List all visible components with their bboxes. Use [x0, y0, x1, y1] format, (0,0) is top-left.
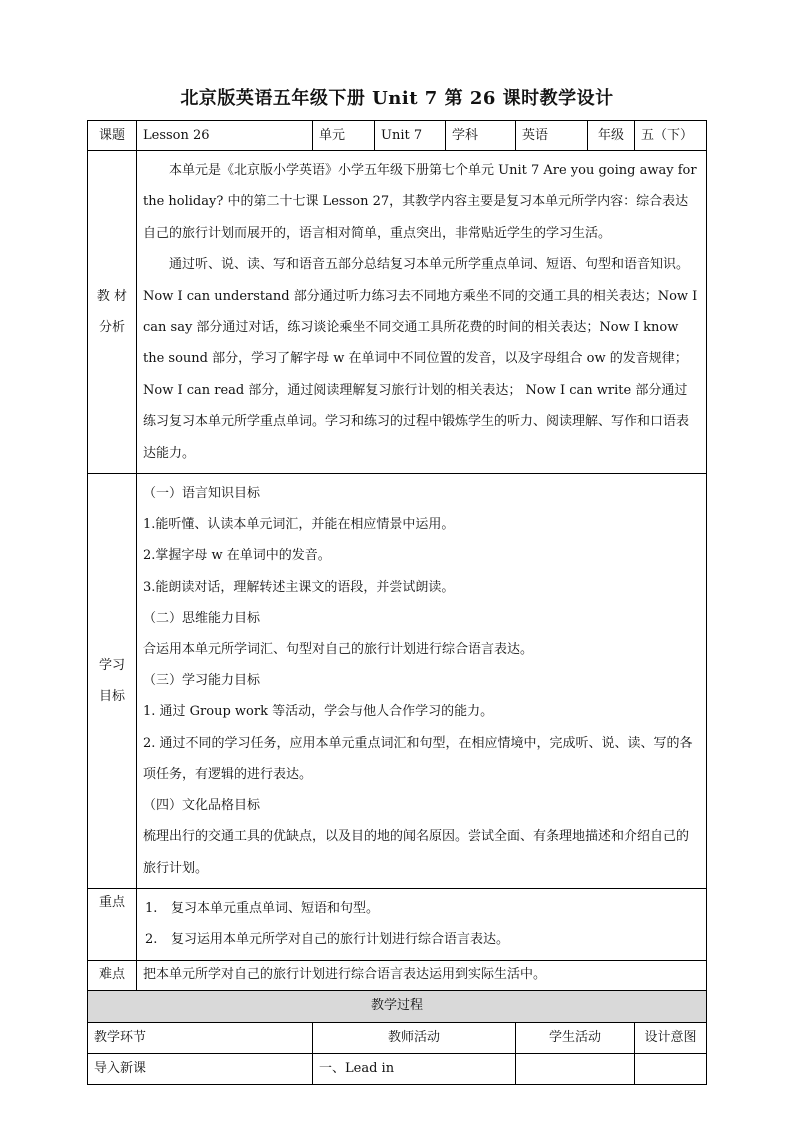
objectives-row	[88, 474, 707, 889]
objective-heading-learning: （三）学习能力目标	[143, 673, 261, 689]
process-intent	[635, 1053, 707, 1084]
analysis-content	[137, 151, 707, 474]
process-title-row	[88, 990, 707, 1022]
key-points-content	[137, 888, 707, 960]
unit-value: Unit 7	[375, 121, 446, 151]
objective-item: 2. 通过不同的学习任务，应用本单元重点词汇和句型，在相应情境中，完成听、说、读、写的各项任务，有逻辑的进行表达。	[143, 735, 693, 782]
objective-item: 梳理出行的交通工具的优缺点，以及目的地的闻名原因。尝试全面、有条理地描述和介绍自己的旅行计划。	[143, 829, 690, 876]
analysis-paragraph-2: 通过听、说、读、写和语音五部分总结复习本单元所学重点单词、短语、句型和语音知识。Now I can understand 部分通过听力练习去不同地方乘坐不同的交通工具的相关表达；Now I can say 部分通过对话，练习谈论乘坐不同交通工具所花费的时间的相关表达；Now I know the sound 部分，学习了解字母 w 在单词中不同位置的发音，以及字母组合 ow 的发音规律；Now I can read 部分，通过阅读理解复习旅行计划的相关表达； Now I can write 部分通过练习复习本单元所学重点单词。学习和练习的过程中锻炼学生的听力、阅读理解、写作和口语表达能力。	[143, 257, 698, 461]
topic-value: Lesson 26	[137, 121, 313, 151]
grade-value: 五（下）	[635, 121, 707, 151]
col-stage: 教学环节	[88, 1022, 313, 1053]
objective-item: 1. 通过 Group work 等活动，学会与他人合作学习的能力。	[143, 704, 494, 720]
topic-label: 课题	[88, 121, 137, 151]
analysis-paragraph-1: 本单元是《北京版小学英语》小学五年级下册第七个单元 Unit 7 Are you going away for the holiday? 中的第二十七课 Lesson 27，其教学内容主要是复习本单元所学内容：综合表达自己的旅行计划而展开的，语言相对简单，重点突出，非常贴近学生的学习生活。	[143, 163, 697, 241]
objectives-content	[137, 474, 707, 889]
objective-heading-language: （一）语言知识目标	[143, 486, 261, 502]
objective-item: 2.掌握字母 w 在单词中的发音。	[143, 548, 331, 564]
objective-item: 1.能听懂、认读本单元词汇，并能在相应情景中运用。	[143, 517, 455, 533]
process-stage-cell	[88, 1053, 313, 1084]
process-student	[516, 1053, 635, 1084]
objectives-label-line2: 目标	[98, 688, 125, 704]
objectives-label-line1: 学习	[98, 657, 125, 673]
lesson-plan-table	[87, 120, 707, 1085]
col-student: 学生活动	[516, 1022, 635, 1053]
col-intent: 设计意图	[635, 1022, 707, 1053]
difficulty-label: 难点	[88, 960, 137, 990]
process-teacher: 一、Lead in	[313, 1053, 516, 1084]
key-point-item: 1. 复习本单元重点单词、短语和句型。	[145, 900, 380, 916]
process-header-row	[88, 1022, 707, 1053]
objective-item: 3.能朗读对话，理解转述主课文的语段，并尝试朗读。	[143, 579, 455, 595]
process-stage: 导入新课	[94, 1060, 147, 1076]
analysis-label	[88, 151, 137, 474]
objective-item: 合运用本单元所学词汇、句型对自己的旅行计划进行综合语言表达。	[143, 642, 534, 658]
objectives-label	[88, 474, 137, 889]
key-point-item: 2. 复习运用本单元所学对自己的旅行计划进行综合语言表达。	[145, 932, 510, 948]
difficulty-text: 把本单元所学对自己的旅行计划进行综合语言表达运用到实际生活中。	[137, 960, 707, 990]
grade-label: 年级	[588, 121, 635, 151]
col-teacher: 教师活动	[313, 1022, 516, 1053]
analysis-label-line2: 分析	[98, 320, 125, 336]
analysis-label-line1: 教 材	[96, 289, 128, 305]
analysis-row	[88, 151, 707, 474]
key-points-row	[88, 888, 707, 960]
subject-value: 英语	[516, 121, 588, 151]
unit-label: 单元	[313, 121, 375, 151]
objective-heading-thinking: （二）思维能力目标	[143, 610, 261, 626]
header-row	[88, 121, 707, 151]
objective-heading-culture: （四）文化品格目标	[143, 798, 261, 814]
key-points-label: 重点	[88, 888, 137, 960]
difficulty-row	[88, 960, 707, 990]
subject-label: 学科	[446, 121, 516, 151]
page-title: 北京版英语五年级下册 Unit 7 第 26 课时教学设计	[180, 88, 614, 109]
process-title: 教学过程	[88, 990, 707, 1022]
process-row	[88, 1053, 707, 1084]
